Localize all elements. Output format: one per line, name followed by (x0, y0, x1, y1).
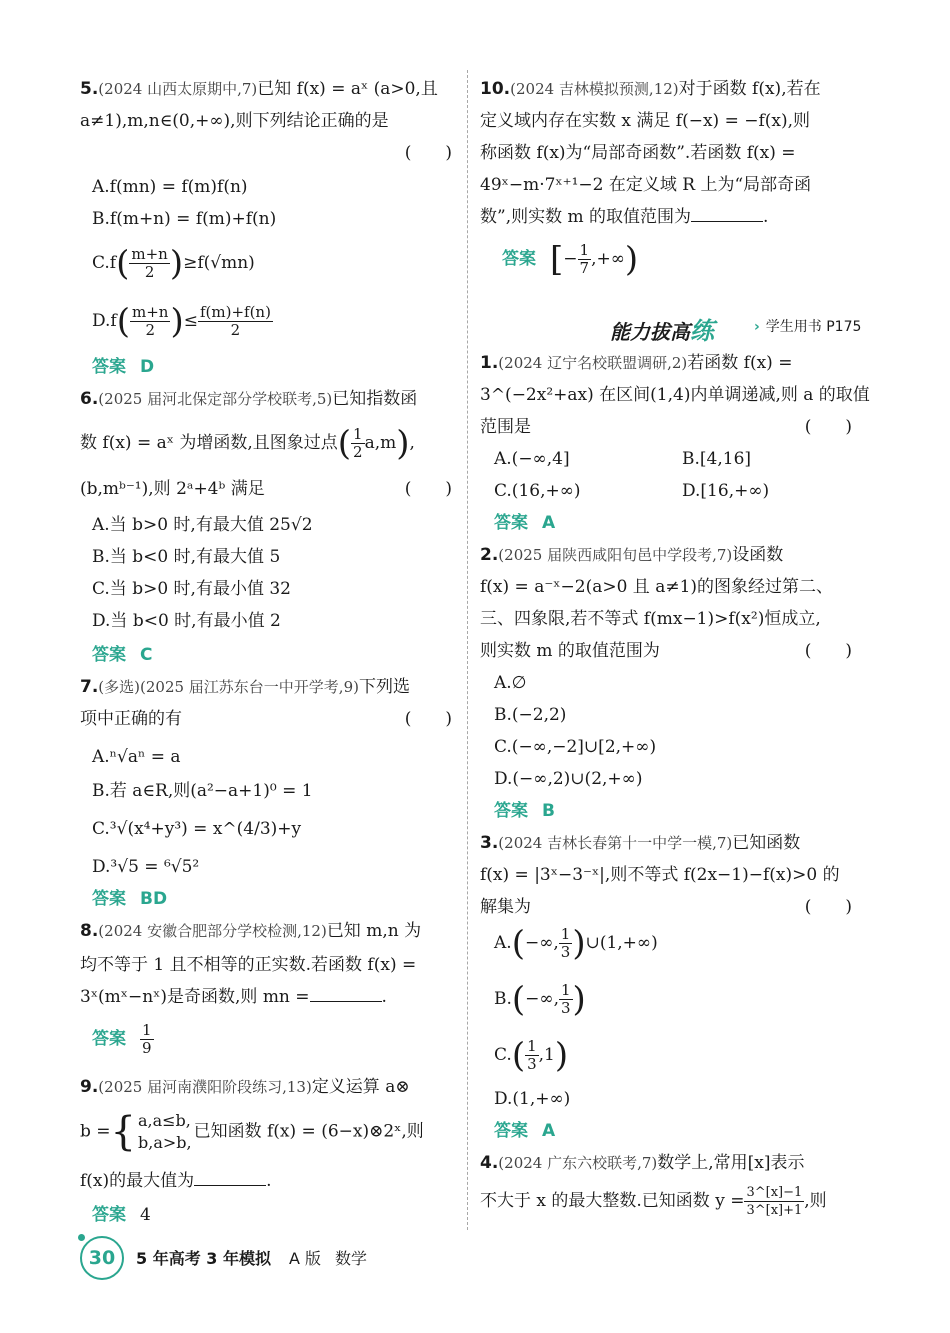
q6-option-b: B.当 b<0 时,有最大值 5 (92, 547, 281, 567)
q7-answer: 答案 BD (92, 889, 168, 909)
r-q2-answer: 答案 B (494, 801, 555, 821)
r-q1-option-b: B.[4,16] (682, 449, 752, 469)
r-q3-option-d: D.(1,+∞) (494, 1089, 571, 1109)
section-ref: › 学生用书 P175 (754, 319, 862, 335)
r-q2-answer-paren: ( ) (804, 641, 852, 661)
r-q1-option-a: A.(−∞,4] (494, 449, 570, 469)
r-q3-option-a: A.(−∞, $\frac{1}{3}$ )∪(1,+∞) (494, 923, 658, 964)
fraction: $\frac{1}{3}$ (527, 1037, 537, 1073)
r-q2-option-a: A.∅ (494, 673, 527, 693)
q7-option-d: D.³√5 = ⁶√5² (92, 857, 200, 877)
q5-line-1: 5.(2024 山西太原期中,7)已知 f(x) = aˣ (a>0,且 (80, 79, 438, 99)
q7-option-a: A.ⁿ√aⁿ = a (92, 747, 181, 767)
r-q1-answer: 答案 A (494, 513, 556, 533)
r-q2-option-d: D.(−∞,2)∪(2,+∞) (494, 769, 643, 789)
section-title: 能力拔高练 (610, 317, 714, 345)
r-q3-source: (2024 吉林长春第十一中学一模,7) (498, 834, 733, 852)
q6-option-d: D.当 b<0 时,有最小值 2 (92, 611, 281, 631)
q9-answer: 答案 4 (92, 1205, 151, 1225)
q6-line-3: (b,mᵇ⁻¹),则 2ᵃ+4ᵇ 满足 (80, 479, 265, 499)
q9-line-1: 9.(2025 届河南濮阳阶段练习,13)定义运算 a⊗ (80, 1077, 410, 1097)
r-q3-answer: 答案 A (494, 1121, 556, 1141)
chevron-right-icon: › (754, 319, 760, 335)
answer-blank (310, 985, 382, 1002)
r-q3-line-1: 3.(2024 吉林长春第十一中学一模,7)已知函数 (480, 833, 801, 853)
q10-answer: 答案 [− $\frac{1}{7}$ ,+∞) (502, 239, 639, 280)
q8-line-1: 8.(2024 安徽合肥部分学校检测,12)已知 m,n 为 (80, 921, 422, 941)
q10-line-5: 数”,则实数 m 的取值范围为 . (480, 207, 769, 227)
fraction: $\frac{m+n}{2}$ (131, 245, 168, 281)
r-q2-line-1: 2.(2025 届陕西咸阳旬邑中学段考,7)设函数 (480, 545, 784, 565)
r-q2-line-3: 三、四象限,若不等式 f(mx−1)>f(x²)恒成立, (480, 609, 821, 629)
r-q1-option-d: D.[16,+∞) (682, 481, 770, 501)
r-q1-option-c: C.(16,+∞) (494, 481, 581, 501)
q7-source: (多选)(2025 届江苏东台一中开学考,9) (98, 678, 359, 696)
r-q1-line-3: 范围是 (480, 417, 531, 437)
q5-line-2: a≠1),m,n∈(0,+∞),则下列结论正确的是 (80, 111, 389, 131)
q5-answer-paren: ( ) (404, 143, 452, 163)
fraction: $\frac{3\^{}[x]-1}{3\^{}[x]+1}$ (746, 1185, 803, 1218)
q6-line-2: 数 f(x) = aˣ 为增函数,且图象过点( $\frac{1}{2}$ a,m), (80, 423, 415, 464)
r-q3-option-c: C.( $\frac{1}{3}$ ,1) (494, 1035, 569, 1076)
fraction: $\frac{1}{2}$ (353, 425, 363, 461)
r-q1-answer-paren: ( ) (804, 417, 852, 437)
r-q3-line-2: f(x) = |3ˣ−3⁻ˣ|,则不等式 f(2x−1)−f(x)>0 的 (480, 865, 840, 885)
answer-blank (194, 1169, 266, 1186)
fraction: $\frac{m+n}{2}$ (132, 303, 169, 339)
q8-answer: 答案 $\frac{1}{9}$ (92, 1021, 152, 1057)
fraction: $\frac{f(m)+f(n)}{2}$ (199, 303, 271, 339)
q10-line-1: 10.(2024 吉林模拟预测,12)对于函数 f(x),若在 (480, 79, 821, 99)
q10-line-3: 称函数 f(x)为“局部奇函数”.若函数 f(x) = (480, 143, 796, 163)
r-q3-line-3: 解集为 (480, 897, 531, 917)
r-q2-line-2: f(x) = a⁻ˣ−2(a>0 且 a≠1)的图象经过第二、 (480, 577, 834, 597)
r-q2-source: (2025 届陕西咸阳旬邑中学段考,7) (498, 546, 733, 564)
q7-line-1: 7.(多选)(2025 届江苏东台一中开学考,9)下列选 (80, 677, 410, 697)
q5-number: 5. (80, 79, 99, 99)
r-q3-answer-paren: ( ) (804, 897, 852, 917)
q6-answer-paren: ( ) (404, 479, 452, 499)
q10-source: (2024 吉林模拟预测,12) (510, 80, 679, 98)
q5-option-d: D.f( $\frac{m+n}{2}$ )≤ $\frac{f(m)+f(n)}{2}$ (92, 301, 271, 342)
q7-option-c: C.³√(x⁴+y³) = x^(4/3)+y (92, 819, 302, 839)
q7-answer-paren: ( ) (404, 709, 452, 729)
q5-answer: 答案 D (92, 357, 155, 377)
r-q1-source: (2024 辽宁名校联盟调研,2) (498, 354, 688, 372)
fraction: $\frac{1}{3}$ (560, 981, 571, 1017)
q6-answer: 答案 C (92, 645, 153, 665)
footer-title: 5 年高考 3 年模拟 A 版 数学 (136, 1249, 368, 1268)
r-q4-source: (2024 广东六校联考,7) (498, 1154, 658, 1172)
page-number: 30 (80, 1236, 124, 1280)
q6-source: (2025 届河北保定部分学校联考,5) (98, 390, 333, 408)
q7-option-b: B.若 a∈R,则(a²−a+1)⁰ = 1 (92, 781, 313, 801)
decorative-dot (78, 1234, 85, 1241)
r-q1-line-2: 3^(−2x²+ax) 在区间(1,4)内单调递减,则 a 的取值 (480, 385, 870, 405)
r-q2-option-b: B.(−2,2) (494, 705, 567, 725)
q8-line-2: 均不等于 1 且不相等的正实数.若函数 f(x) = (80, 955, 417, 975)
column-divider (467, 70, 468, 1230)
r-q4-line-2: 不大于 x 的最大整数.已知函数 y = $\frac{3\^{}[x]-1}{3\^{}[x]+1}$ ,则 (480, 1185, 827, 1218)
q8-source: (2024 安徽合肥部分学校检测,12) (98, 922, 327, 940)
q6-line-1: 6.(2025 届河北保定部分学校联考,5)已知指数函 (80, 389, 418, 409)
fraction: $\frac{1}{9}$ (142, 1021, 152, 1057)
r-q4-line-1: 4.(2024 广东六校联考,7)数学上,常用[x]表示 (480, 1153, 805, 1173)
q6-option-a: A.当 b>0 时,有最大值 25√2 (92, 515, 313, 535)
q5-source: (2024 山西太原期中,7) (98, 80, 258, 98)
r-q2-option-c: C.(−∞,−2]∪[2,+∞) (494, 737, 657, 757)
q6-option-c: C.当 b>0 时,有最小值 32 (92, 579, 291, 599)
answer-blank (691, 205, 763, 222)
q8-line-3: 3ˣ(mˣ−nˣ)是奇函数,则 mn = . (80, 987, 387, 1007)
r-q1-line-1: 1.(2024 辽宁名校联盟调研,2)若函数 f(x) = (480, 353, 793, 373)
q9-source: (2025 届河南濮阳阶段练习,13) (98, 1078, 312, 1096)
r-q3-option-b: B.(−∞, $\frac{1}{3}$ ) (494, 979, 586, 1020)
q10-line-4: 49ˣ−m·7ˣ⁺¹−2 在定义域 R 上为“局部奇函 (480, 175, 812, 195)
r-q2-line-4: 则实数 m 的取值范围为 (480, 641, 660, 661)
q9-line-3: f(x)的最大值为 . (80, 1171, 272, 1191)
q10-line-2: 定义域内存在实数 x 满足 f(−x) = −f(x),则 (480, 111, 811, 131)
q5-option-c: C.f( $\frac{m+n}{2}$ )≥f(√mn) (92, 243, 255, 284)
q5-option-b: B.f(m+n) = f(m)+f(n) (92, 209, 277, 229)
fraction: $\frac{1}{3}$ (560, 925, 571, 961)
q9-line-2: b ={ a,a≤b, b,a>b, 已知函数 f(x) = (6−x)⊗2ˣ,则 (80, 1109, 424, 1155)
q5-option-a: A.f(mn) = f(m)f(n) (92, 177, 248, 197)
fraction: $\frac{1}{7}$ (579, 241, 590, 277)
q7-line-2: 项中正确的有 (80, 709, 182, 729)
